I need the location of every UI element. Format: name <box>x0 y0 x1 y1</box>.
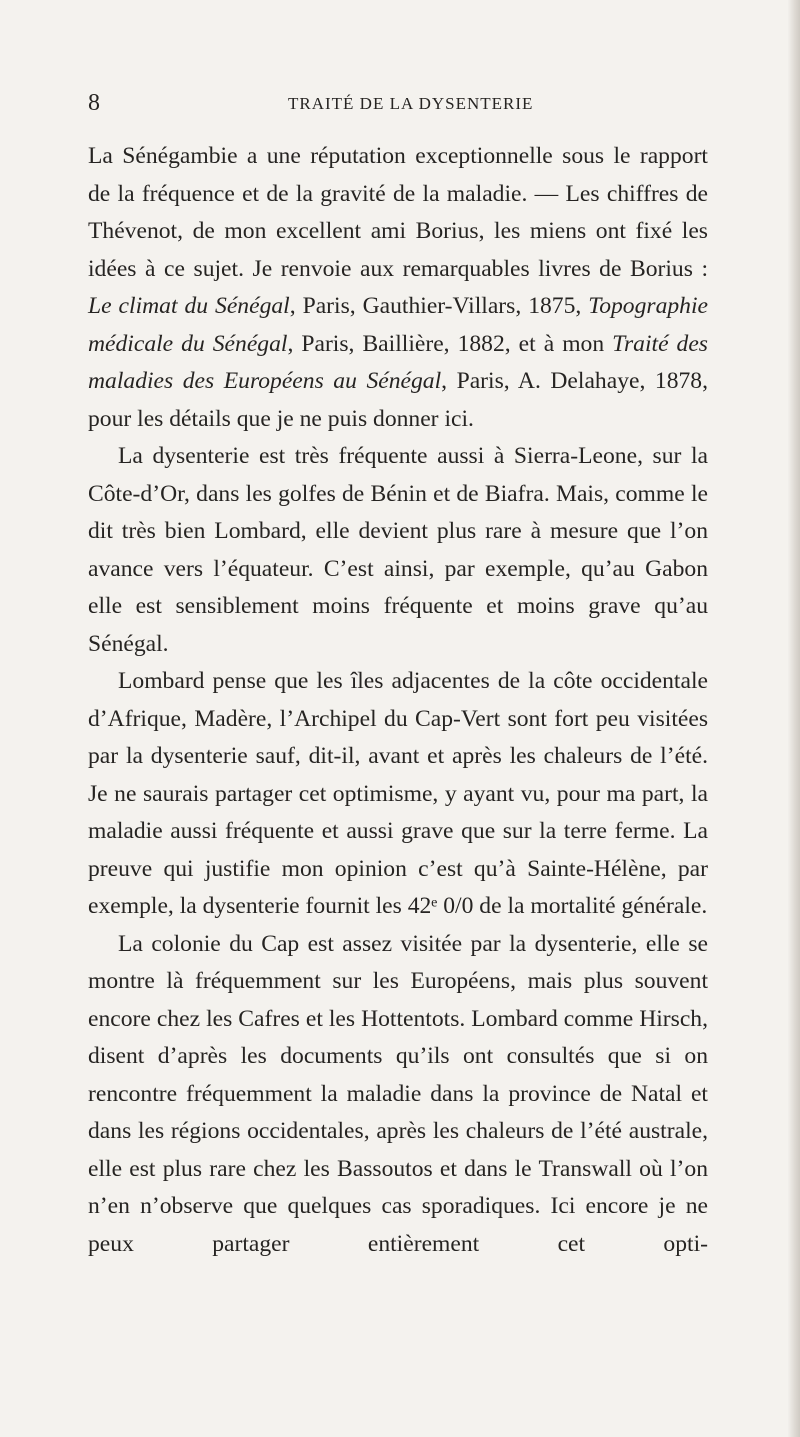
paragraph-colonie-cap: La colonie du Cap est assez visitée par la dysenterie, elle se montre là fréquemment sur les Européens, mais plus souvent encore chez les Cafres et les Hottentots. Lombard comme Hirsch, disent d’après les documents qu’ils ont consultés que si on rencontre fréquemment la maladie dans la province de Natal et dans les régions occidentales, après les chaleurs de l’été australe, elle est plus rare chez les Bassoutos et dans le Transwall où l’on n’en n’observe que quelques cas sporadiques. Ici encore je ne peux partager entièrement cet opti- <box>88 930 708 1257</box>
page-number: 8 <box>88 90 100 116</box>
paragraph-iles-adjacentes: Lombard pense que les îles adjacentes de la côte occidentale d’Afrique, Madère, l’Archipel du Cap-Vert sont fort peu visitées par la dysenterie sauf, dit-il, avant et après les chaleurs de l’été. Je ne saurais partager cet optimisme, y ayant vu, pour ma part, la maladie aussi fréquente et aussi grave que sur la terre ferme. La preuve qui justifie mon opinion c’est qu’à Sainte-Hélène, par exemple, la dysenterie fournit les 42ᵉ 0/0 de la mortalité générale. <box>88 668 708 919</box>
paragraph-text: La Sénégambie a une réputation exceptionnelle sous le rapport de la fréquence et de la gravité de la maladie. — Les chiffres de Thévenot, de mon excellent ami Borius, les miens ont fixé les idées à ce sujet. Je renvoie aux remarquables livres de Borius : <box>88 143 708 282</box>
paragraph-text: , Paris, A. Delahaye, 1878, pour les détails que je ne puis donner ici. <box>88 368 708 432</box>
page-edge-shadow <box>788 0 800 1437</box>
running-title: TRAITÉ DE LA DYSENTERIE <box>288 94 534 113</box>
book-title-topographie: Topographie médicale du Sénégal <box>88 293 708 357</box>
page-header <box>88 88 708 118</box>
paragraph-text: , Paris, Baillière, 1882, et à mon <box>287 330 613 357</box>
book-title-climat: Le climat du Sénégal <box>88 293 290 319</box>
paragraph-senegambie <box>88 138 708 438</box>
paragraph-sierra-leone: La dysenterie est très fréquente aussi à Sierra-Leone, sur la Côte-d’Or, dans les golfes de Bénin et de Biafra. Mais, comme le dit très bien Lombard, elle devient plus rare à mesure que l’on avance vers l’équateur. C’est ainsi, par exemple, qu’au Gabon elle est sensiblement moins fréquente et moins grave qu’au Sénégal. <box>88 443 708 657</box>
book-title-traite: Traité des maladies des Européens au Sénégal <box>88 330 708 394</box>
paragraph-text: , Paris, Gauthier-Villars, 1875, <box>289 293 589 319</box>
body-text <box>88 138 708 1263</box>
